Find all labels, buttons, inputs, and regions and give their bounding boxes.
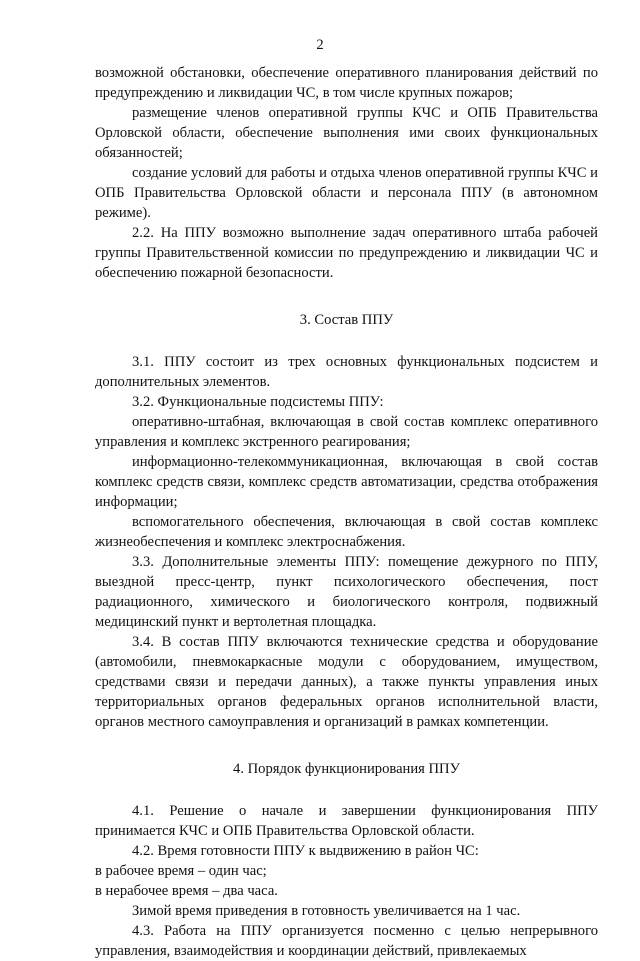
paragraph: 3.4. В состав ППУ включаются технические средства и оборудование (автомобили, пневмокаркасные модули с оборудованием, имуществом, средствами связи и передачи данных), а также пункты управления иных территориальных органов федеральных органов исполнительной власти, органов местного самоуправления и организаций в рамках компетенции. xyxy=(95,634,598,730)
paragraph: 2.2. На ППУ возможно выполнение задач оперативного штаба рабочей группы Правительственной комиссии по предупреждению и ликвидации ЧС и обеспечению пожарной безопасности. xyxy=(95,225,598,281)
paragraph: 4.2. Время готовности ППУ к выдвижению в район ЧС: xyxy=(132,843,479,859)
paragraph: создание условий для работы и отдыха членов оперативной группы КЧС и ОПБ Правительства Орловской области и персонала ППУ (в автономном режиме). xyxy=(95,165,598,221)
paragraph: размещение членов оперативной группы КЧС и ОПБ Правительства Орловской области, обеспечение выполнения ими своих функциональных обязанностей; xyxy=(95,105,598,161)
paragraph: вспомогательного обеспечения, включающая в свой состав комплекс жизнеобеспечения и комплекс электроснабжения. xyxy=(95,514,598,550)
section-heading: 4. Порядок функционирования ППУ xyxy=(233,761,460,777)
paragraph: возможной обстановки, обеспечение оперативного планирования действий по предупреждению и ликвидации ЧС, в том числе крупных пожаров; xyxy=(95,65,598,101)
paragraph: в рабочее время – один час; xyxy=(95,863,267,879)
paragraph: 4.1. Решение о начале и завершении функционирования ППУ принимается КЧС и ОПБ Правительства Орловской области. xyxy=(95,803,598,839)
paragraph: информационно-телекоммуникационная, включающая в свой состав комплекс средств связи, комплекс средств автоматизации, средства отображения информации; xyxy=(95,454,598,510)
paragraph: 3.1. ППУ состоит из трех основных функциональных подсистем и дополнительных элементов. xyxy=(95,354,598,390)
paragraph: 4.3. Работа на ППУ организуется посменно с целью непрерывного управления, взаимодействия и координации действий, привлекаемых xyxy=(95,923,598,959)
paragraph: 3.2. Функциональные подсистемы ППУ: xyxy=(132,394,384,410)
paragraph: в нерабочее время – два часа. xyxy=(95,883,278,899)
document-body xyxy=(95,63,598,961)
section-heading: 3. Состав ППУ xyxy=(299,312,394,328)
paragraph: Зимой время приведения в готовность увеличивается на 1 час. xyxy=(132,903,521,919)
paragraph: 3.3. Дополнительные элементы ППУ: помещение дежурного по ППУ, выездной пресс-центр, пункт психологического обеспечения, пост радиационного, химического и биологического контроля, подвижный медицинский пункт и вертолетная площадка. xyxy=(95,554,598,630)
page-number: 2 xyxy=(316,37,324,53)
paragraph: оперативно-штабная, включающая в свой состав комплекс оперативного управления и комплекс экстренного реагирования; xyxy=(95,414,598,450)
